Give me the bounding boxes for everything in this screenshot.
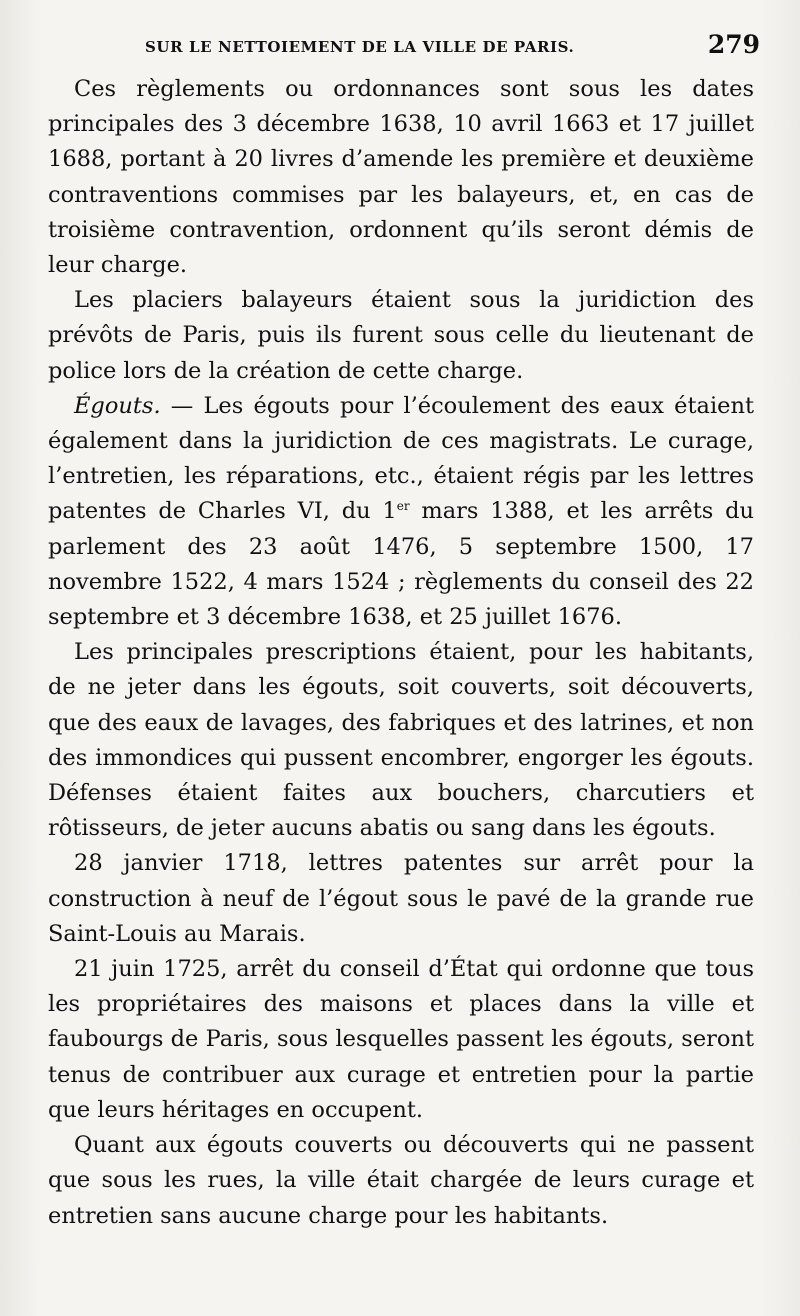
paragraph-1718: 28 janvier 1718, lettres patentes sur arrêt pour la construction à neuf de l’égout sous le pavé de la grande rue Saint-Louis au Marais. [48,850,754,947]
body-text [48,72,754,1234]
page-header [48,30,760,70]
paragraph-placiers: Les placiers balayeurs étaient sous la juridiction des prévôts de Paris, puis ils furent sous celle du lieutenant de police lors de la création de cette charge. [48,287,754,384]
page-number: 279 [707,30,760,59]
section-lead-egouts: Égouts. [74,392,161,419]
running-title: SUR LE NETTOIEMENT DE LA VILLE DE PARIS. [145,38,575,56]
paragraph-prescriptions: Les principales prescriptions étaient, pour les habitants, de ne jeter dans les égouts, soit couverts, soit découverts, que des eaux de lavages, des fabriques et des latrines, et non des immondices qui pussent encombrer, engorger les égouts. Défenses étaient faites aux bouchers, charcutiers et rôtisseurs, de jeter aucuns abatis ou sang dans les égouts. [48,639,754,842]
paragraph-1725: 21 juin 1725, arrêt du conseil d’État qui ordonne que tous les propriétaires des maisons et places dans la ville et faubourgs de Paris, sous lesquelles passent les égouts, seront tenus de contribuer aux curage et entretien pour la partie que leurs héritages en occupent. [48,956,754,1123]
ordinal-superscript: er [396,499,410,514]
paragraph-reglements: Ces règlements ou ordonnances sont sous les dates principales des 3 décembre 1638, 10 avril 1663 et 17 juillet 1688, portant à 20 livres d’amende les première et deuxième contraventions commises par les balayeurs, et, en cas de troisième contravention, ordonnent qu’ils seront démis de leur charge. [48,76,754,279]
paragraph-quant: Quant aux égouts couverts ou découverts qui ne passent que sous les rues, la ville était chargée de leurs curage et entretien sans aucune charge pour les habitants. [48,1132,754,1229]
paragraph-egouts: Égouts. — Les égouts pour l’écoulement des eaux étaient également dans la juridiction de ces magistrats. Le curage, l’entretien, les réparations, etc., étaient régis par les lettres patentes de Charles VI, du 1er mars 1388, et les arrêts du parlement des 23 août 1476, 5 septembre 1500, 17 novembre 1522, 4 mars 1524 ; règlements du conseil des 22 septembre et 3 décembre 1638, et 25 juillet 1676. [48,392,754,631]
